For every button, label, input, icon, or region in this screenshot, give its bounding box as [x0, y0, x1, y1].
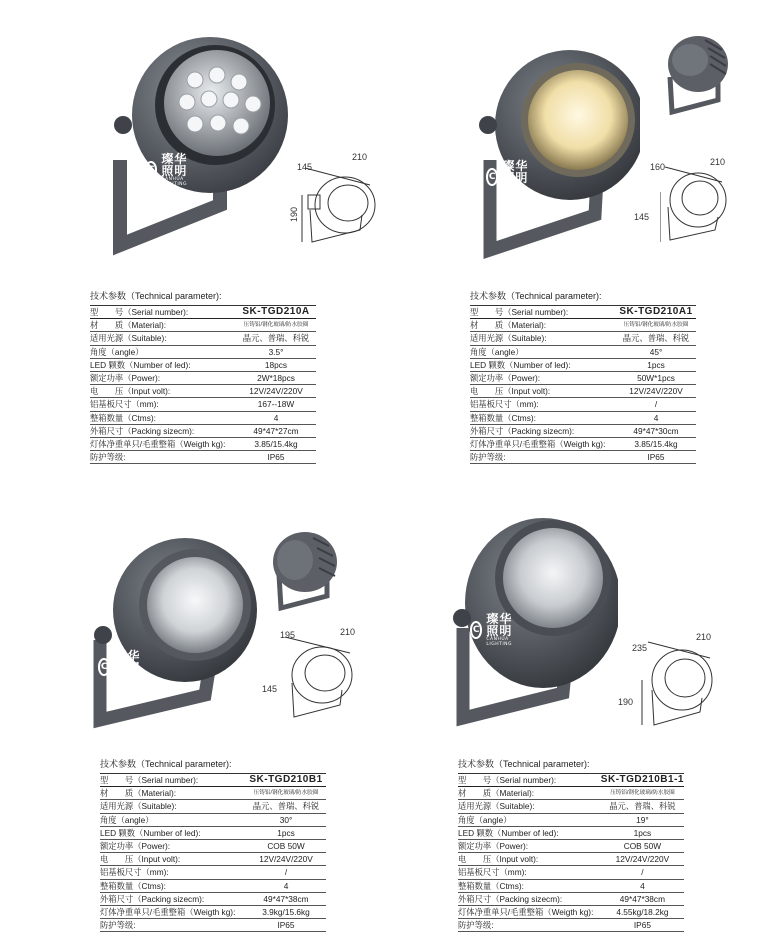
- spec-table-sk-tgd210b1-1: [458, 757, 684, 932]
- product-thumbnail-sk-tgd210a1: [660, 22, 730, 117]
- spec-value: 49*47*38cm: [246, 892, 326, 905]
- spec-label: LED 颗数（Number of led):: [90, 358, 236, 371]
- spec-row: [90, 371, 316, 384]
- spec-value: 30°: [246, 813, 326, 826]
- spec-label: 额定功率（Power):: [100, 839, 246, 852]
- spec-value: 45°: [616, 345, 696, 358]
- dimension-drawing-sk-tgd210a: [300, 160, 390, 250]
- dim-width: 210: [710, 157, 726, 167]
- spec-value: 3.5°: [236, 345, 316, 358]
- spec-title: 技术参数（Technical parameter):: [470, 291, 602, 301]
- spec-row: [90, 411, 316, 424]
- product-photo-sk-tgd210a1: [470, 40, 640, 260]
- dim-depth: 160: [650, 162, 666, 172]
- product-thumbnail-sk-tgd210b1: [265, 520, 345, 615]
- spec-rows: [470, 305, 696, 464]
- product-photo-sk-tgd210b1: [85, 530, 260, 730]
- spec-value: 晶元、普瑞、科锐: [616, 332, 696, 345]
- spec-row: [470, 358, 696, 371]
- spec-value: 4: [246, 879, 326, 892]
- dim-width: 210: [352, 152, 368, 162]
- spec-row: [470, 385, 696, 398]
- spec-value: /: [616, 398, 696, 411]
- spec-label: LED 颗数（Number of led):: [470, 358, 616, 371]
- spec-value: 1pcs: [601, 826, 684, 839]
- logo-cn: 璨华照明: [161, 152, 188, 178]
- spec-label: 额定功率（Power):: [90, 371, 236, 384]
- spec-value: 4: [616, 411, 696, 424]
- spec-value: /: [246, 866, 326, 879]
- dim-width: 210: [340, 627, 356, 637]
- spec-value: 49*47*27cm: [236, 424, 316, 437]
- spec-value: 压铸铝/钢化玻璃/防水胶圈: [236, 319, 316, 332]
- dim-width: 210: [696, 632, 712, 642]
- spec-value: 4.55kg/18.2kg: [601, 905, 684, 918]
- spec-table-sk-tgd210b1: [100, 757, 326, 932]
- spec-label: 角度（angle）: [458, 813, 601, 826]
- spec-label: 防护等级:: [470, 451, 616, 464]
- spec-label: 整箱数量（Ctms):: [458, 879, 601, 892]
- logo-cn: 璨华照明: [486, 612, 513, 638]
- logo-icon: C: [470, 621, 482, 639]
- spec-label: 材 质（Material):: [458, 787, 601, 800]
- spec-label: 防护等级:: [100, 919, 246, 932]
- spec-label: 型 号（Serial number):: [458, 774, 601, 787]
- spec-label: LED 颗数（Number of led):: [100, 826, 246, 839]
- spec-value: 12V/24V/220V: [246, 853, 326, 866]
- spec-title: 技术参数（Technical parameter):: [100, 759, 232, 769]
- spec-row: [458, 813, 684, 826]
- spec-label: 电 压（Input volt):: [100, 853, 246, 866]
- dim-depth: 195: [280, 630, 296, 640]
- dim-height: 145: [262, 684, 278, 694]
- spec-value: 19°: [601, 813, 684, 826]
- spec-value: 1pcs: [246, 826, 326, 839]
- dim-depth: 235: [632, 643, 648, 653]
- spec-value: 50W*1pcs: [616, 371, 696, 384]
- spec-value: 49*47*38cm: [601, 892, 684, 905]
- spec-value: IP65: [616, 451, 696, 464]
- spec-label: 材 质（Material):: [90, 319, 236, 332]
- spec-row: [100, 839, 326, 852]
- spec-row: [90, 437, 316, 450]
- dim-height: 190: [289, 207, 299, 223]
- spec-label: 适用光源（Suitable):: [100, 800, 246, 813]
- spec-value: 压铸铝/钢化玻璃/防水胶圈: [601, 787, 684, 800]
- logo-cn: 璨华照明: [502, 159, 529, 185]
- spec-value: 晶元、普瑞、科锐: [236, 332, 316, 345]
- spec-row: [458, 919, 684, 932]
- spec-label: 角度（angle）: [90, 345, 236, 358]
- spec-label: 整箱数量（Ctms):: [90, 411, 236, 424]
- spec-label: 电 压（Input volt):: [90, 385, 236, 398]
- spec-label: 角度（angle）: [470, 345, 616, 358]
- spec-label: 外箱尺寸（Packing sizecm):: [90, 424, 236, 437]
- spec-value: 2W*18pcs: [236, 371, 316, 384]
- spec-row: [90, 424, 316, 437]
- logo-cn: 璨华照明: [114, 649, 141, 675]
- spec-rows: [90, 305, 316, 464]
- spec-row: [470, 398, 696, 411]
- dim-height: 145: [634, 212, 650, 222]
- spec-row: [458, 905, 684, 918]
- spec-row: [100, 774, 326, 787]
- spec-row: [100, 919, 326, 932]
- logo-icon: C: [98, 658, 110, 676]
- spec-row: [90, 398, 316, 411]
- spec-value: SK-TGD210A: [236, 306, 316, 319]
- spec-label: LED 颗数（Number of led):: [458, 826, 601, 839]
- spec-value: 167--18W: [236, 398, 316, 411]
- spec-label: 电 压（Input volt):: [470, 385, 616, 398]
- spec-row: [458, 853, 684, 866]
- spec-row: [458, 774, 684, 787]
- product-photo-sk-tgd210a: [95, 20, 295, 260]
- logo-icon: C: [486, 168, 498, 186]
- spec-row: [90, 345, 316, 358]
- dimension-drawing-sk-tgd210b1-1: [640, 640, 720, 735]
- spec-label: 型 号（Serial number):: [100, 774, 246, 787]
- spec-label: 型 号（Serial number):: [470, 306, 616, 319]
- spec-label: 铝基板尺寸（mm):: [90, 398, 236, 411]
- spec-label: 适用光源（Suitable):: [470, 332, 616, 345]
- spec-label: 额定功率（Power):: [470, 371, 616, 384]
- dim-height: 190: [618, 697, 634, 707]
- spec-label: 材 质（Material):: [470, 319, 616, 332]
- spec-row: [470, 451, 696, 464]
- spec-label: 灯体净重单只/毛重整箱（Weigth kg):: [458, 905, 601, 918]
- spec-row: [100, 813, 326, 826]
- spec-label: 整箱数量（Ctms):: [100, 879, 246, 892]
- spec-label: 灯体净重单只/毛重整箱（Weigth kg):: [90, 437, 236, 450]
- spec-row: [100, 800, 326, 813]
- spec-row: [100, 892, 326, 905]
- logo-en: CANHUA LIGHTING: [502, 184, 529, 194]
- spec-value: 3.9kg/15.6kg: [246, 905, 326, 918]
- spec-value: 压铸铝/钢化玻璃/防水胶圈: [246, 787, 326, 800]
- spec-label: 灯体净重单只/毛重整箱（Weigth kg):: [100, 905, 246, 918]
- spec-row: [470, 332, 696, 345]
- spec-label: 材 质（Material):: [100, 787, 246, 800]
- spec-value: IP65: [236, 451, 316, 464]
- spec-label: 适用光源（Suitable):: [90, 332, 236, 345]
- spec-title: 技术参数（Technical parameter):: [458, 759, 590, 769]
- spec-row: [458, 839, 684, 852]
- spec-row: [100, 853, 326, 866]
- spec-row: [90, 358, 316, 371]
- spec-value: 12V/24V/220V: [236, 385, 316, 398]
- spec-label: 灯体净重单只/毛重整箱（Weigth kg):: [470, 437, 616, 450]
- spec-value: 12V/24V/220V: [601, 853, 684, 866]
- brand-logo: [486, 160, 534, 194]
- spec-row: [470, 411, 696, 424]
- spec-table-sk-tgd210a: [90, 289, 316, 464]
- spec-row: [470, 319, 696, 332]
- spec-label: 型 号（Serial number):: [90, 306, 236, 319]
- spec-row: [470, 306, 696, 319]
- spec-row: [458, 866, 684, 879]
- spec-value: COB 50W: [601, 839, 684, 852]
- spec-row: [470, 437, 696, 450]
- spec-label: 角度（angle）: [100, 813, 246, 826]
- spec-label: 铝基板尺寸（mm):: [100, 866, 246, 879]
- spec-row: [458, 892, 684, 905]
- spec-value: 49*47*30cm: [616, 424, 696, 437]
- spec-row: [90, 319, 316, 332]
- spec-row: [90, 385, 316, 398]
- spec-value: /: [601, 866, 684, 879]
- spec-rows: [100, 773, 326, 932]
- spec-label: 整箱数量（Ctms):: [470, 411, 616, 424]
- spec-row: [100, 826, 326, 839]
- logo-en: CANHUA LIGHTING: [114, 674, 141, 684]
- spec-row: [90, 306, 316, 319]
- spec-label: 额定功率（Power):: [458, 839, 601, 852]
- dimension-drawing-sk-tgd210a1: [660, 162, 735, 247]
- spec-value: 晶元、普瑞、科锐: [246, 800, 326, 813]
- spec-title: 技术参数（Technical parameter):: [90, 291, 222, 301]
- spec-value: SK-TGD210B1: [246, 774, 326, 787]
- spec-value: IP65: [601, 919, 684, 932]
- brand-logo: [98, 650, 146, 684]
- spec-label: 外箱尺寸（Packing sizecm):: [458, 892, 601, 905]
- spec-table-sk-tgd210a1: [470, 289, 696, 464]
- spec-row: [470, 371, 696, 384]
- spec-label: 防护等级:: [90, 451, 236, 464]
- spec-row: [470, 345, 696, 358]
- spec-label: 铝基板尺寸（mm):: [458, 866, 601, 879]
- spec-row: [100, 879, 326, 892]
- spec-value: 3.85/15.4kg: [616, 437, 696, 450]
- brand-logo: [145, 153, 193, 187]
- spec-value: 4: [236, 411, 316, 424]
- spec-value: SK-TGD210A1: [616, 306, 696, 319]
- spec-value: 晶元、普瑞、科锐: [601, 800, 684, 813]
- spec-row: [100, 905, 326, 918]
- spec-row: [470, 424, 696, 437]
- spec-rows: [458, 773, 684, 932]
- logo-en: CANHUA LIGHTING: [486, 637, 513, 647]
- spec-label: 适用光源（Suitable):: [458, 800, 601, 813]
- brand-logo: [470, 613, 518, 647]
- spec-value: 4: [601, 879, 684, 892]
- spec-label: 防护等级:: [458, 919, 601, 932]
- logo-icon: C: [145, 161, 157, 179]
- spec-row: [90, 451, 316, 464]
- spec-value: 12V/24V/220V: [616, 385, 696, 398]
- spec-label: 外箱尺寸（Packing sizecm):: [100, 892, 246, 905]
- spec-row: [100, 787, 326, 800]
- logo-en: CANHUA LIGHTING: [161, 177, 188, 187]
- spec-row: [90, 332, 316, 345]
- spec-value: 压铸铝/钢化玻璃/防水胶圈: [616, 319, 696, 332]
- spec-row: [458, 879, 684, 892]
- dim-depth: 145: [297, 162, 313, 172]
- spec-value: SK-TGD210B1-1: [600, 774, 684, 786]
- spec-label: 外箱尺寸（Packing sizecm):: [470, 424, 616, 437]
- dimension-drawing-sk-tgd210b1: [280, 635, 360, 730]
- spec-row: [100, 866, 326, 879]
- spec-value: 18pcs: [236, 358, 316, 371]
- spec-row: [458, 826, 684, 839]
- spec-label: 铝基板尺寸（mm):: [470, 398, 616, 411]
- spec-value: 1pcs: [616, 358, 696, 371]
- spec-value: IP65: [246, 919, 326, 932]
- spec-row: [458, 787, 684, 800]
- spec-label: 电 压（Input volt):: [458, 853, 601, 866]
- spec-row: [458, 800, 684, 813]
- spec-value: 3.85/15.4kg: [236, 437, 316, 450]
- spec-value: COB 50W: [246, 839, 326, 852]
